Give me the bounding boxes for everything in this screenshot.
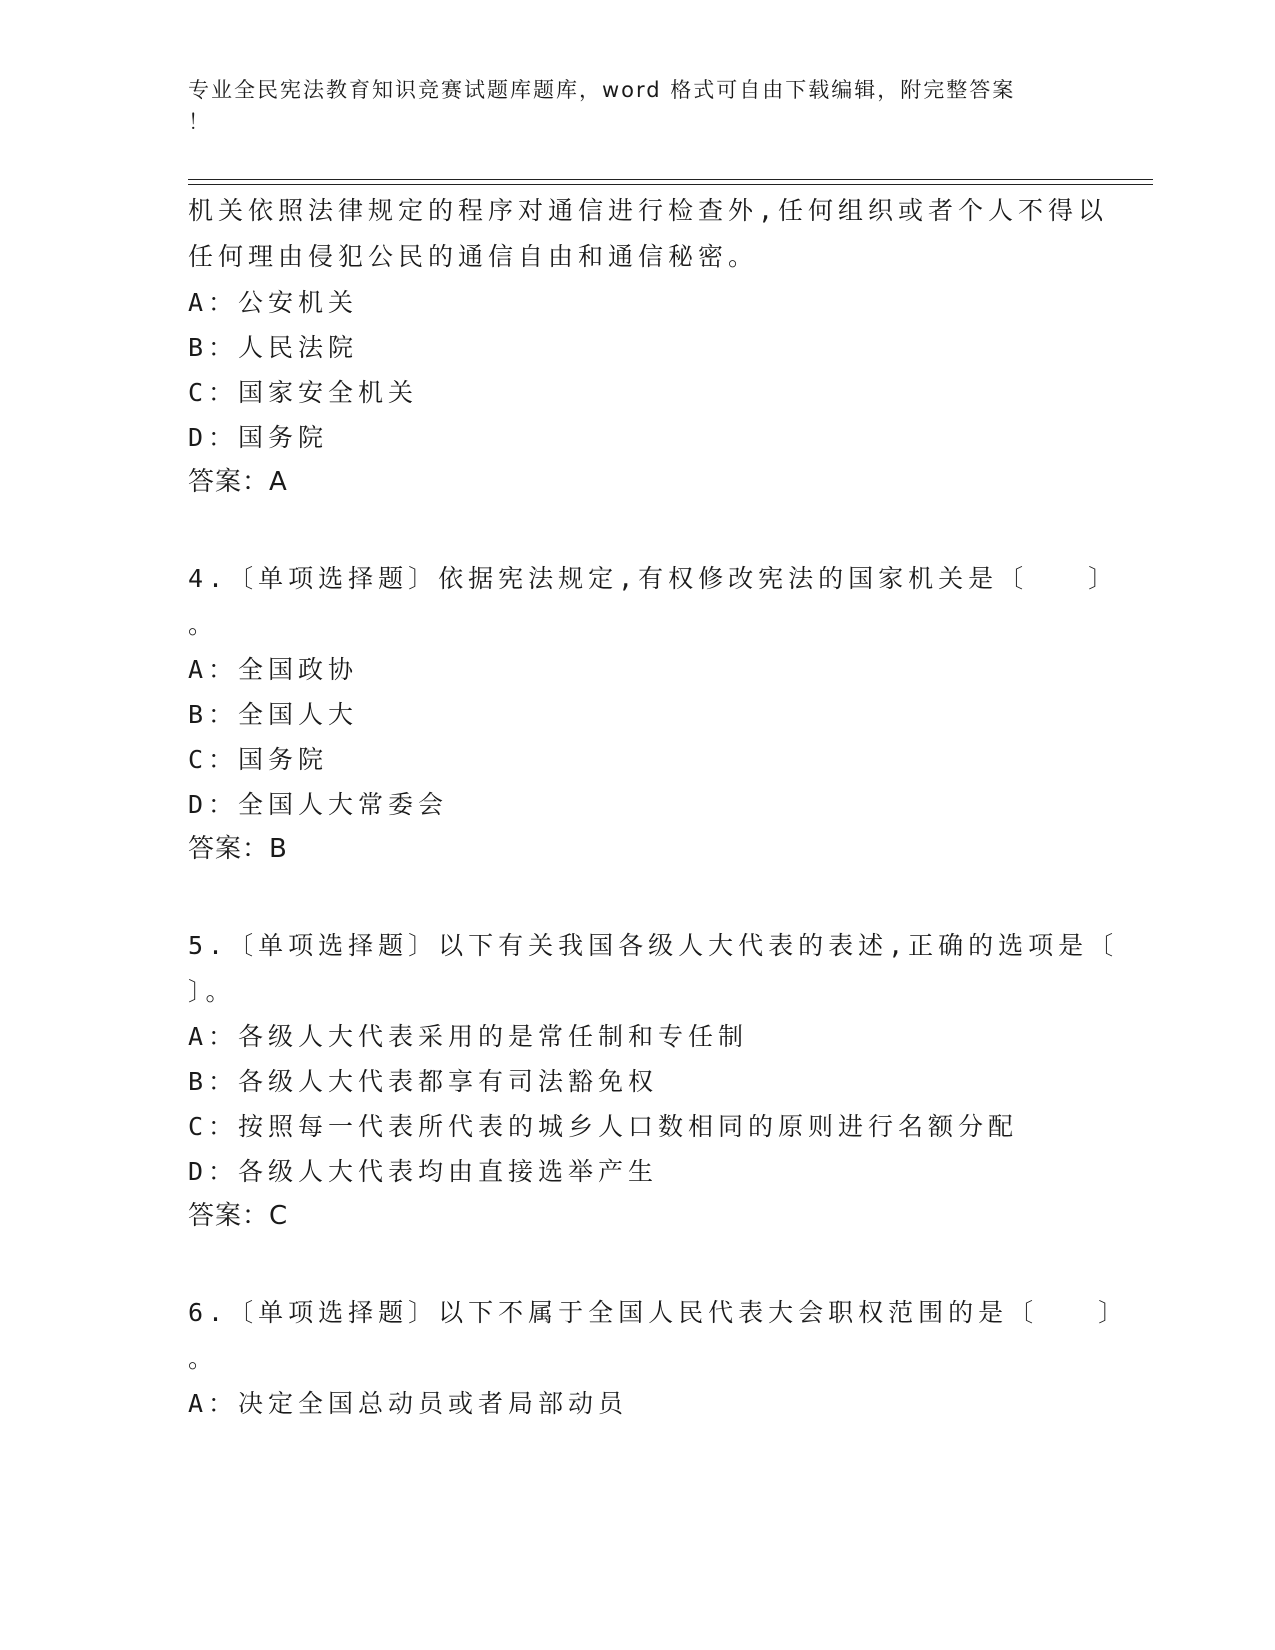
option-c: C：国务院 bbox=[188, 745, 329, 774]
header-rule-top bbox=[188, 179, 1153, 180]
question-stem-tail: 。 bbox=[188, 1344, 219, 1373]
answer-line: 答案：C bbox=[188, 1201, 289, 1231]
document-header bbox=[188, 74, 1068, 138]
answer-line: 答案：A bbox=[188, 467, 288, 497]
question-text-line: 机关依照法律规定的程序对通信进行检查外,任何组织或者个人不得以 bbox=[188, 196, 1109, 225]
header-rule-bottom bbox=[188, 184, 1153, 185]
header-line-2: ！ bbox=[188, 110, 211, 134]
option-a: A：决定全国总动员或者局部动员 bbox=[188, 1389, 629, 1418]
option-b: B：各级人大代表都享有司法豁免权 bbox=[188, 1067, 659, 1096]
option-c: C：按照每一代表所代表的城乡人口数相同的原则进行名额分配 bbox=[188, 1112, 1019, 1141]
option-d: D：国务院 bbox=[188, 423, 329, 452]
header-line-1: 专业全民宪法教育知识竞赛试题库题库，word 格式可自由下载编辑，附完整答案 bbox=[188, 78, 1016, 102]
option-a: A：各级人大代表采用的是常任制和专任制 bbox=[188, 1022, 749, 1051]
document-body bbox=[188, 188, 1129, 1426]
option-d: D：全国人大常委会 bbox=[188, 790, 449, 819]
question-5 bbox=[188, 922, 1119, 1239]
question-4 bbox=[188, 555, 1119, 872]
question-3-continued bbox=[188, 188, 1109, 505]
option-b: B：全国人大 bbox=[188, 700, 359, 729]
option-b: B：人民法院 bbox=[188, 333, 359, 362]
question-stem: 4.〔单项选择题〕依据宪法规定,有权修改宪法的国家机关是〔 〕 bbox=[188, 564, 1119, 593]
option-a: A：全国政协 bbox=[188, 655, 359, 684]
question-stem-tail: 。 bbox=[188, 610, 219, 639]
option-c: C：国家安全机关 bbox=[188, 378, 419, 407]
answer-line: 答案：B bbox=[188, 834, 288, 864]
question-stem: 6.〔单项选择题〕以下不属于全国人民代表大会职权范围的是〔 〕 bbox=[188, 1298, 1129, 1327]
question-6 bbox=[188, 1289, 1129, 1426]
question-stem: 5.〔单项选择题〕以下有关我国各级人大代表的表述,正确的选项是〔 bbox=[188, 931, 1119, 960]
question-text-line: 任何理由侵犯公民的通信自由和通信秘密。 bbox=[188, 242, 759, 271]
option-a: A：公安机关 bbox=[188, 288, 359, 317]
option-d: D：各级人大代表均由直接选举产生 bbox=[188, 1157, 659, 1186]
question-stem-tail: 〕。 bbox=[188, 977, 236, 1006]
